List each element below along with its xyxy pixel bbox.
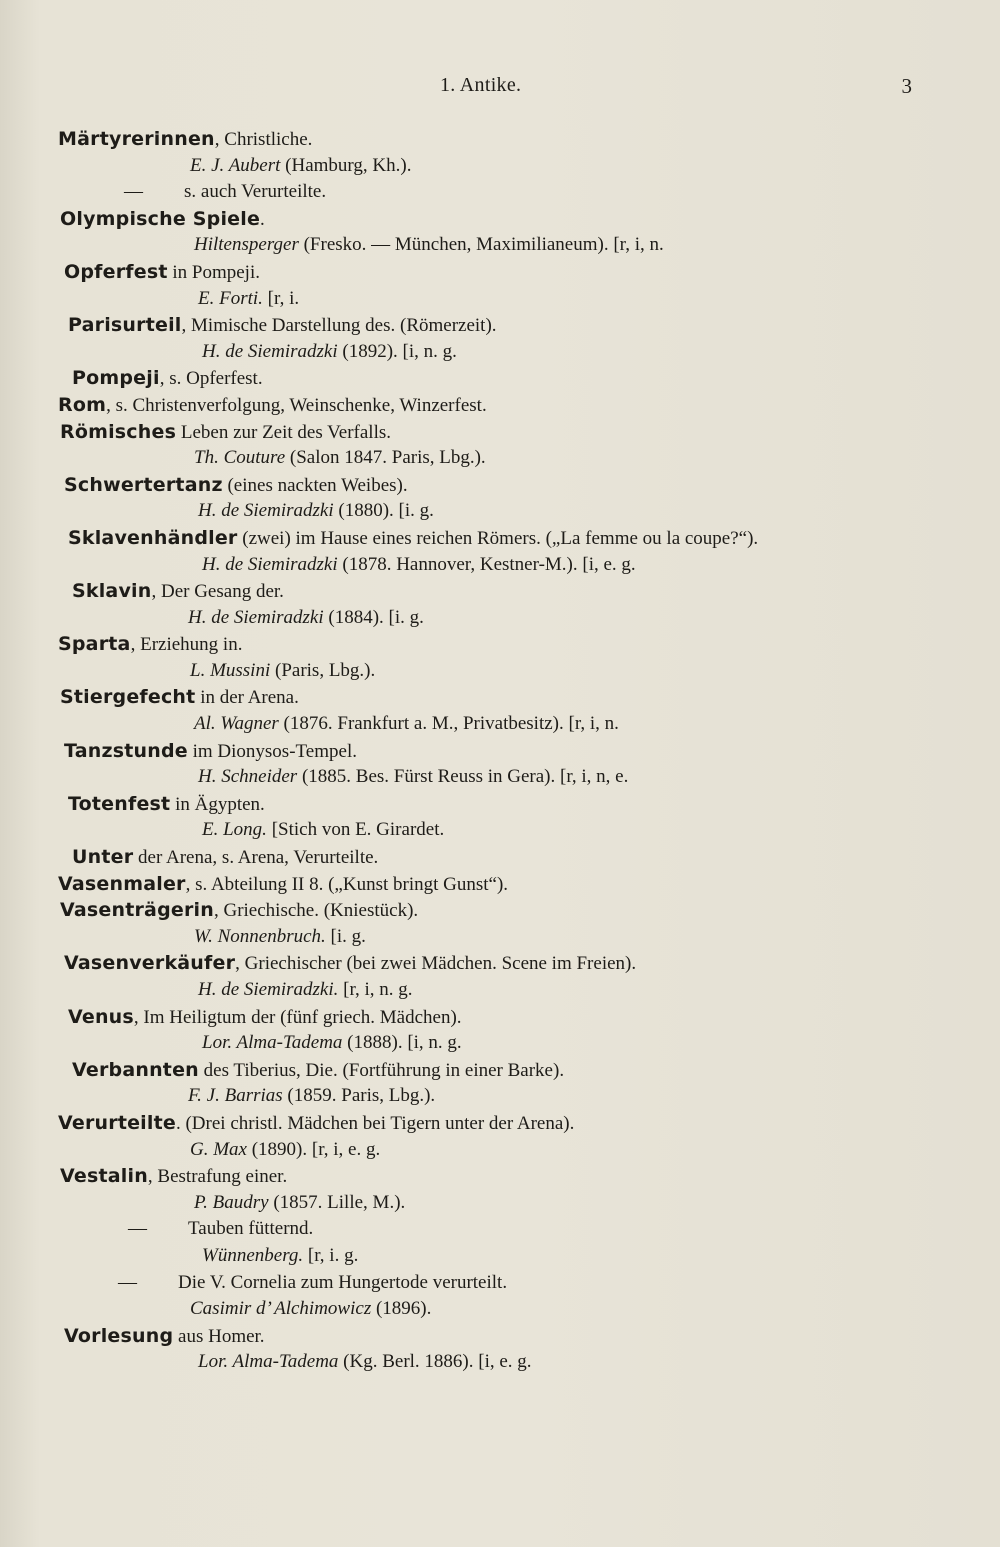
- entry-keyword: Verurteilte: [58, 1111, 176, 1134]
- entry-text: (1888). [i, n. g.: [342, 1032, 462, 1054]
- ditto-dash: —: [124, 181, 143, 203]
- index-entry: [58, 472, 958, 525]
- entry-text: (Kg. Berl. 1886). [i, e. g.: [338, 1351, 532, 1373]
- artist-name: H. de Siemiradzki.: [198, 979, 339, 1000]
- entry-text: .: [260, 208, 265, 230]
- artist-name: E. J. Aubert: [190, 154, 281, 176]
- index-entry: [58, 1163, 958, 1323]
- entry-text: . (Drei christl. Mädchen bei Tigern unter der Arena).: [175, 1112, 575, 1134]
- entry-text: , Christliche.: [214, 129, 313, 150]
- entry-artist-line: [58, 1083, 958, 1110]
- entry-text: im Dionysos-Tempel.: [187, 740, 357, 762]
- entry-text: (1876. Frankfurt a. M., Privatbesitz). [r, i, n.: [278, 713, 619, 735]
- entry-keyword: Opferfest: [64, 260, 168, 283]
- entry-text: [r, i, n. g.: [338, 979, 413, 1000]
- artist-name: Hiltensperger: [194, 234, 299, 256]
- entry-heading-line: [60, 684, 958, 711]
- artist-name: E. Long.: [202, 819, 267, 841]
- index-entry: [58, 684, 958, 737]
- ditto-dash: —: [118, 1271, 137, 1293]
- entry-text: , Griechische. (Kniestück).: [213, 900, 419, 922]
- entry-artist-line: [72, 1030, 958, 1057]
- entry-text: [i. g.: [325, 925, 366, 947]
- entry-keyword: Vasenträgerin: [60, 899, 214, 922]
- entry-artist-line: [60, 153, 958, 180]
- entry-heading-line: [64, 950, 958, 977]
- entry-keyword: Märtyrerinnen: [58, 128, 215, 150]
- entry-continuation-line: [64, 179, 958, 206]
- page-header: [0, 74, 1000, 104]
- entry-text: (1859. Paris, Lbg.).: [282, 1085, 436, 1107]
- entry-artist-line: [68, 286, 958, 313]
- artist-name: Casimir d’ Alchimowicz: [190, 1298, 372, 1320]
- index-entry: [58, 365, 958, 392]
- entry-keyword: Vestalin: [60, 1165, 148, 1188]
- entry-keyword: Venus: [68, 1005, 134, 1028]
- entry-heading-line: [72, 578, 958, 605]
- entry-text: , s. Christenverfolgung, Weinschenke, Winzerfest.: [106, 394, 487, 416]
- index-entry: [58, 312, 958, 365]
- entry-heading-line: [68, 791, 958, 818]
- entry-text: , Bestrafung einer.: [147, 1166, 288, 1188]
- entry-text: [Stich von E. Girardet.: [266, 819, 445, 841]
- entry-text: in Ägypten.: [170, 793, 265, 815]
- entry-artist-line: [58, 605, 958, 632]
- entry-text: Leben zur Zeit des Verfalls.: [176, 421, 391, 443]
- entry-heading-line: [58, 392, 958, 419]
- artist-name: Wünnenberg.: [202, 1244, 304, 1266]
- entry-keyword: Schwertertanz: [64, 473, 223, 496]
- entry-text: aus Homer.: [173, 1325, 265, 1347]
- entry-text: (1857. Lille, M.).: [268, 1191, 406, 1213]
- artist-name: H. de Siemiradzki: [198, 500, 334, 522]
- entry-text: des Tiberius, Die. (Fortführung in einer Barke).: [198, 1059, 565, 1081]
- entry-heading-line: [64, 259, 958, 286]
- entry-heading-line: [60, 206, 958, 233]
- entry-text: [r, i. g.: [303, 1244, 359, 1266]
- artist-name: G. Max: [190, 1138, 247, 1160]
- entry-artist-line: [64, 924, 958, 951]
- entry-heading-line: [68, 312, 958, 339]
- entry-heading-line: [60, 419, 958, 446]
- entry-artist-line: [72, 552, 958, 579]
- artist-name: H. Schneider: [198, 766, 298, 788]
- entry-text: (1896).: [371, 1298, 432, 1320]
- entry-artist-line: [64, 232, 958, 259]
- entry-keyword: Vasenverkäufer: [64, 952, 236, 975]
- entry-keyword: Vorlesung: [64, 1324, 174, 1347]
- index-entry: [58, 1323, 958, 1376]
- entry-keyword: Sklavenhändler: [68, 526, 238, 549]
- index-entry: [58, 631, 958, 684]
- entry-text: , Erziehung in.: [130, 634, 243, 656]
- entry-keyword: Olympische Spiele: [60, 207, 261, 230]
- index-entry: [58, 419, 958, 472]
- entry-text: (Salon 1847. Paris, Lbg.).: [285, 447, 486, 469]
- ditto-dash: —: [128, 1218, 147, 1240]
- entry-keyword: Sklavin: [72, 580, 152, 603]
- entry-keyword: Tanzstunde: [64, 739, 188, 762]
- artist-name: Lor. Alma-Tadema: [198, 1351, 339, 1373]
- entry-heading-line: [72, 365, 958, 392]
- entry-text: (1878. Hannover, Kestner-M.). [i, e. g.: [337, 553, 636, 575]
- entry-text: in Pompeji.: [167, 261, 260, 283]
- entry-keyword: Pompeji: [72, 367, 160, 390]
- entry-heading-line: [60, 1163, 958, 1190]
- entry-artist-line: [64, 711, 958, 738]
- index-entry: [58, 871, 958, 898]
- entry-heading-line: [58, 871, 958, 898]
- running-head: 1. Antike.: [440, 74, 522, 96]
- entry-text: (Hamburg, Kh.).: [280, 154, 412, 176]
- artist-name: P. Baudry: [194, 1191, 269, 1213]
- entry-text: , s. Opferfest.: [159, 368, 263, 390]
- entry-artist-line: [72, 339, 958, 366]
- index-entry: [58, 259, 958, 312]
- entry-artist-line: [60, 658, 958, 685]
- entry-artist-line: [68, 498, 958, 525]
- index-entry: [58, 392, 958, 419]
- entry-keyword: Parisurteil: [68, 314, 182, 337]
- entry-heading-line: [68, 1004, 958, 1031]
- page-number: 3: [901, 74, 912, 98]
- entry-artist-line: [68, 1349, 958, 1376]
- entry-text: , s. Abteilung II 8. („Kunst bringt Gunst“).: [185, 873, 509, 895]
- entry-heading-line: [60, 897, 958, 924]
- index-entry: [58, 1004, 958, 1057]
- entry-text: (1892). [i, n. g.: [337, 340, 457, 362]
- entry-text: in der Arena.: [195, 687, 299, 709]
- entry-artist-line: [72, 817, 958, 844]
- entry-keyword: Verbannten: [72, 1058, 199, 1081]
- artist-name: Lor. Alma-Tadema: [202, 1032, 343, 1054]
- entry-keyword: Sparta: [58, 633, 131, 656]
- entry-text: (zwei) im Hause eines reichen Römers. („La femme ou la coupe?“).: [237, 527, 759, 549]
- artist-name: H. de Siemiradzki: [202, 340, 338, 362]
- entry-continuation-line: [68, 1216, 958, 1243]
- index-entry: [58, 738, 958, 791]
- artist-name: E. Forti.: [198, 287, 263, 309]
- index-entry: [58, 844, 958, 871]
- entry-text: (eines nackten Weibes).: [222, 474, 408, 496]
- index-entry: [58, 1110, 958, 1163]
- index-entry: [58, 525, 958, 578]
- index-entry: [58, 578, 958, 631]
- entry-heading-line: [64, 472, 958, 499]
- entry-text: , Griechischer (bei zwei Mädchen. Scene im Freien).: [235, 953, 637, 975]
- entry-artist-line: [68, 764, 958, 791]
- index-entry: [58, 1057, 958, 1110]
- entry-heading-line: [58, 126, 958, 153]
- entry-keyword: Rom: [58, 393, 107, 416]
- entry-artist-line: [60, 1296, 958, 1323]
- entry-artist-line: [64, 445, 958, 472]
- entry-text: der Arena, s. Arena, Verurteilte.: [133, 847, 379, 869]
- entry-artist-line: [60, 1137, 958, 1164]
- index-entry: [58, 206, 958, 259]
- entry-heading-line: [72, 1057, 958, 1084]
- entry-text: (Paris, Lbg.).: [270, 659, 376, 681]
- index-entry: [58, 791, 958, 844]
- artist-name: L. Mussini: [190, 659, 271, 681]
- entry-text: (1884). [i. g.: [323, 606, 424, 628]
- entry-text: , Mimische Darstellung des. (Römerzeit).: [181, 315, 497, 337]
- entry-text: (1885. Bes. Fürst Reuss in Gera). [r, i, n, e.: [297, 766, 629, 788]
- entry-text: (Fresko. — München, Maximilianeum). [r, i, n.: [298, 234, 664, 256]
- entry-heading-line: [58, 631, 958, 658]
- entry-heading-line: [64, 1323, 958, 1350]
- entry-heading-line: [72, 844, 958, 871]
- artist-name: H. de Siemiradzki: [202, 553, 338, 575]
- entry-keyword: Vasenmaler: [58, 872, 186, 895]
- entry-text: , Der Gesang der.: [151, 581, 284, 603]
- index-entry: [58, 897, 958, 950]
- artist-name: W. Nonnenbruch.: [194, 925, 326, 947]
- entry-keyword: Unter: [72, 846, 134, 869]
- entry-heading-line: [58, 1110, 958, 1137]
- entry-artist-line: [64, 1190, 958, 1217]
- entry-text: Tauben fütternd.: [188, 1218, 314, 1240]
- entry-continuation-line: [58, 1270, 958, 1297]
- artist-name: H. de Siemiradzki: [188, 606, 324, 628]
- entry-text: s. auch Verurteilte.: [184, 181, 327, 203]
- entry-text: (1890). [r, i, e. g.: [246, 1138, 381, 1160]
- artist-name: Th. Couture: [194, 447, 286, 469]
- entry-text: Die V. Cornelia zum Hungertode verurteilt.: [178, 1271, 508, 1293]
- entry-text: (1880). [i. g.: [333, 500, 434, 522]
- entry-text: [r, i.: [262, 287, 300, 309]
- artist-name: Al. Wagner: [194, 713, 279, 735]
- entry-heading-line: [68, 525, 958, 552]
- entry-keyword: Totenfest: [68, 792, 171, 815]
- index-entry: [58, 126, 958, 206]
- entry-text: , Im Heiligtum der (fünf griech. Mädchen).: [133, 1006, 462, 1028]
- entry-keyword: Römisches: [60, 420, 177, 443]
- artist-name: F. J. Barrias: [188, 1085, 283, 1107]
- entry-heading-line: [64, 738, 958, 765]
- entry-artist-line: [68, 977, 958, 1004]
- entry-keyword: Stiergefecht: [60, 686, 196, 709]
- entry-artist-line: [72, 1243, 958, 1270]
- index-entry: [58, 950, 958, 1003]
- index-entries: [58, 126, 958, 1376]
